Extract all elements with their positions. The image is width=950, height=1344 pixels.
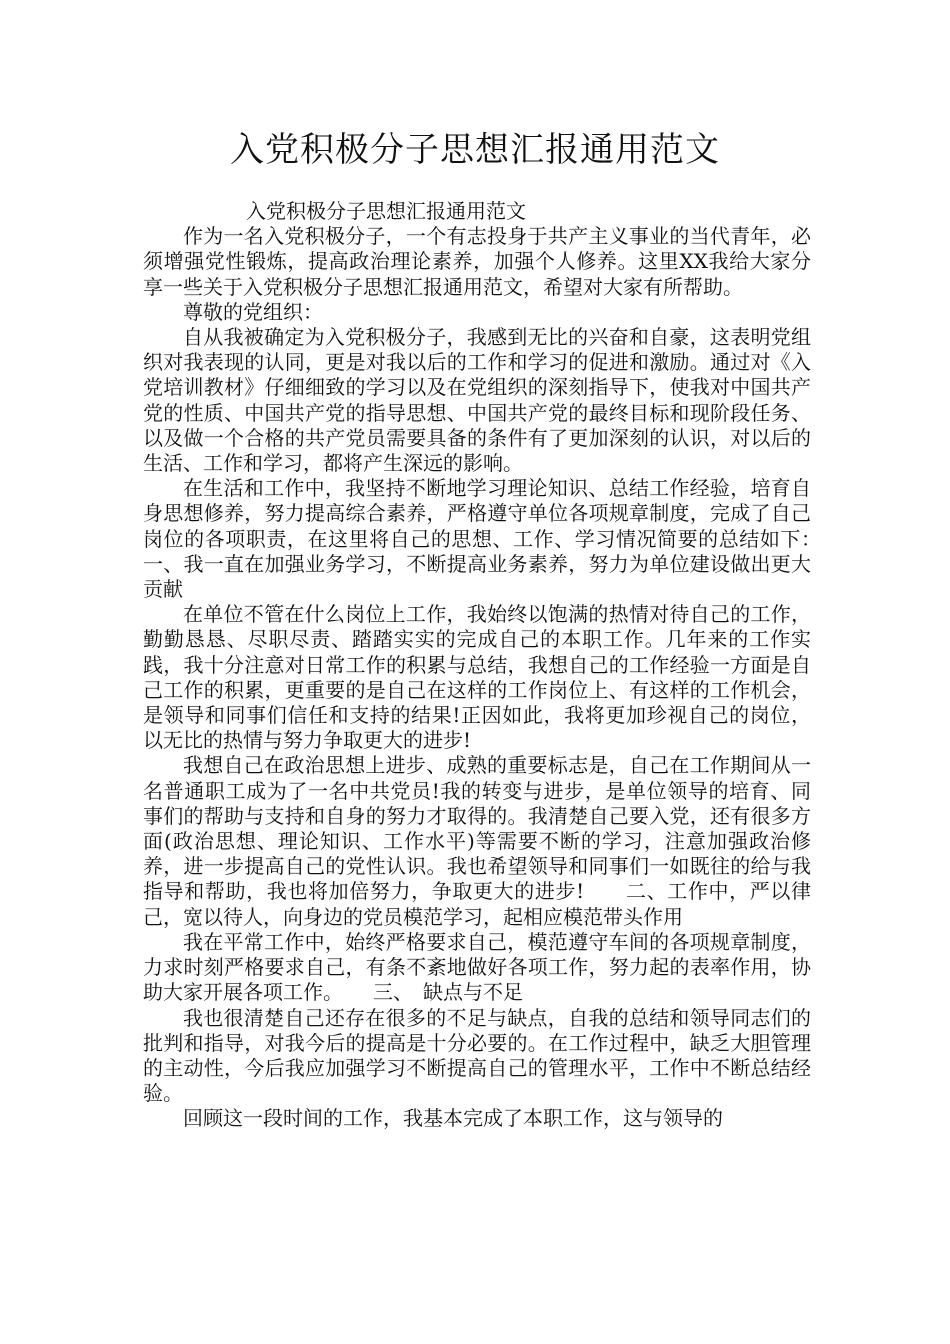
paragraph: 回顾这一段时间的工作，我基本完成了本职工作，这与领导的 [183,1106,723,1131]
paragraph: 我想自己在政治思想上进步、成熟的重要标志是，自己在工作期间从一名普通职工成为了一名中共党员!我的转变与进步，是单位领导的培育、同事们的帮助与支持和自身的努力才取得的。我清楚自己要入党，还有很多方面(政治思想、理论知识、工作水平)等需要不断的学习，注意加强政治修养，进一步提高自己的党性认识。我也希望领导和同事们一如既往的给与我指导和帮助，我也将加倍努力，争取更大的进步! 二、工作中，严以律己，宽以待人，向身边的党员模范学习，起相应模范带头作用 [143,753,811,929]
paragraph: 我也很清楚自己还存在很多的不足与缺点，自我的总结和领导同志们的批判和指导，对我今后的提高是十分必要的。在工作过程中，缺乏大胆管理的主动性，今后我应加强学习不断提高自己的管理水平，工作中不断总结经验。 [143,1005,811,1106]
paragraph: 在单位不管在什么岗位上工作，我始终以饱满的热情对待自己的工作，勤勤恳恳、尽职尽责、踏踏实实的完成自己的本职工作。几年来的工作实践，我十分注意对日常工作的积累与总结，我想自己的工作经验一方面是自己工作的积累，更重要的是自己在这样的工作岗位上、有这样的工作机会，是领导和同事们信任和支持的结果!正因如此，我将更加珍视自己的岗位，以无比的热情与努力争取更大的进步! [143,602,811,753]
paragraph: 我在平常工作中，始终严格要求自己，模范遵守车间的各项规章制度，力求时刻严格要求自己，有条不紊地做好各项工作，努力起的表率作用，协助大家开展各项工作。 三、 缺点与不足 [143,929,811,1005]
document-body [143,199,871,1132]
paragraph-salutation: 尊敬的党组织： [183,299,323,324]
paragraph-intro: 作为一名入党积极分子，一个有志投身于共产主义事业的当代青年，必须增强党性锻炼，提高政治理论素养，加强个人修养。这里XX我给大家分享一些关于入党积极分子思想汇报通用范文，希望对大家有所帮助。 [143,224,811,299]
paragraph: 自从我被确定为入党积极分子，我感到无比的兴奋和自豪，这表明党组织对我表现的认同，更是对我以后的工作和学习的促进和激励。通过对《入党培训教材》仔细细致的学习以及在党组织的深刻指导下，使我对中国共产党的性质、中国共产党的指导思想、中国共产党的最终目标和现阶段任务、以及做一个合格的共产党员需要具备的条件有了更加深刻的认识，对以后的生活、工作和学习，都将产生深远的影响。 [143,325,811,476]
document-subtitle: 入党积极分子思想汇报通用范文 [246,199,526,223]
paragraph: 在生活和工作中，我坚持不断地学习理论知识、总结工作经验，培育自身思想修养，努力提高综合素养，严格遵守单位各项规章制度，完成了自己岗位的各项职责，在这里将自己的思想、工作、学习情况简要的总结如下： 一、我一直在加强业务学习，不断提高业务素养，努力为单位建设做出更大贡献 [143,476,871,602]
document-title: 入党积极分子思想汇报通用范文 [230,130,720,170]
